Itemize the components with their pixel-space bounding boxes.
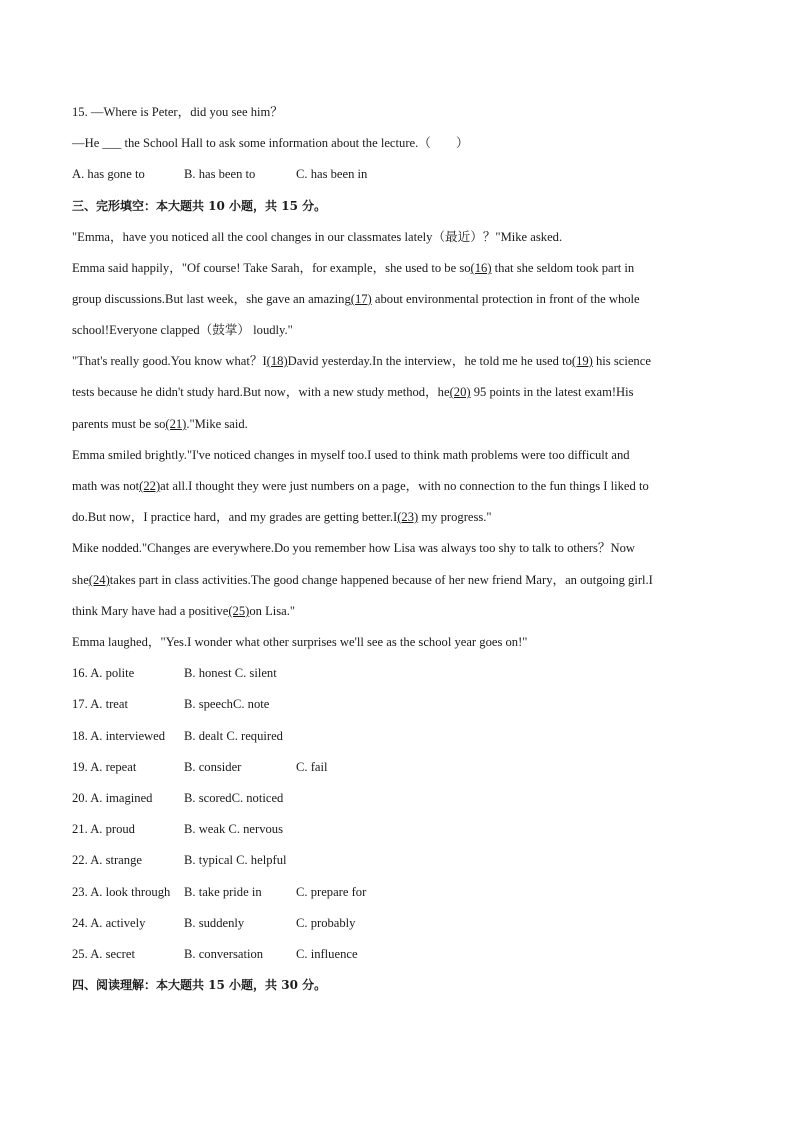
options-row: 22. A. strange B. typical C. helpful — [72, 853, 287, 867]
blank-20: (20) — [449, 385, 471, 399]
passage-line: think Mary have had a positive(25)on Lisa." — [72, 604, 296, 618]
passage-line: group discussions.But last week，she gave an amazing(17) about environmental protection in front of the whole — [72, 292, 640, 306]
passage-line: do.But now，I practice hard，and my grades are getting better.I(23) my progress." — [72, 510, 492, 524]
blank-18: (18) — [266, 354, 288, 368]
passage-line: "That's really good.You know what？I(18)David yesterday.In the interview，he told me he used to(19) his science — [72, 354, 651, 368]
passage-line: Emma laughed，"Yes.I wonder what other surprises we'll see as the school year goes on!" — [72, 635, 528, 649]
passage-line: she(24)takes part in class activities.The good change happened because of her new friend Mary，an outgoing girl.I — [72, 573, 653, 587]
blank-23: (23) — [397, 510, 419, 524]
options-row: 18. A. interviewed B. dealt C. required — [72, 729, 283, 743]
options-row: 25. A. secret B. conversation C. influence — [72, 947, 358, 961]
blank-25: (25) — [228, 604, 250, 618]
options-row: 17. A. treat B. speechC. note — [72, 697, 270, 711]
passage-line: tests because he didn't study hard.But now，with a new study method，he(20) 95 points in the latest exam!His — [72, 385, 634, 399]
option-c: C. has been in — [296, 167, 368, 181]
question-15-sentence: —He ___ the School Hall to ask some information about the lecture.（ ） — [72, 136, 469, 150]
option-a: A. has gone to — [72, 167, 145, 181]
blank-22: (22) — [139, 479, 161, 493]
options-row: 23. A. look through B. take pride in C. prepare for — [72, 885, 367, 899]
passage-line: Mike nodded."Changes are everywhere.Do you remember how Lisa was always too shy to talk to others？Now — [72, 541, 635, 555]
passage-line: Emma said happily，"Of course! Take Sarah，for example，she used to be so(16) that she seldom took part in — [72, 261, 635, 275]
passage-line: parents must be so(21)."Mike said. — [72, 417, 248, 431]
options-row: 24. A. actively B. suddenly C. probably — [72, 916, 356, 930]
question-15-stem: 15. —Where is Peter，did you see him？ — [72, 105, 283, 119]
options-row: 16. A. polite B. honest C. silent — [72, 666, 277, 680]
blank-21: (21) — [165, 417, 187, 431]
blank-24: (24) — [88, 573, 110, 587]
blank-16: (16) — [470, 261, 492, 275]
options-row: 21. A. proud B. weak C. nervous — [72, 822, 283, 836]
blank-17: (17) — [350, 292, 372, 306]
section-3-heading: 三、完形填空：本大题共 10 小题，共 15 分。 — [72, 199, 327, 213]
question-15-options — [72, 166, 732, 182]
options-row: 20. A. imagined B. scoredC. noticed — [72, 791, 284, 805]
passage-line: school!Everyone clapped（鼓掌） loudly." — [72, 323, 293, 337]
options-row: 19. A. repeat B. consider C. fail — [72, 760, 328, 774]
blank-19: (19) — [571, 354, 593, 368]
section-4-heading: 四、阅读理解：本大题共 15 小题，共 30 分。 — [72, 978, 327, 992]
passage-line: Emma smiled brightly."I've noticed changes in myself too.I used to think math problems were too difficult and — [72, 448, 630, 462]
passage-line: "Emma，have you noticed all the cool changes in our classmates lately（最近）？"Mike asked. — [72, 230, 563, 244]
passage-line: math was not(22)at all.I thought they were just numbers on a page，with no connection to the fun things I liked to — [72, 479, 649, 493]
option-b: B. has been to — [184, 167, 256, 181]
